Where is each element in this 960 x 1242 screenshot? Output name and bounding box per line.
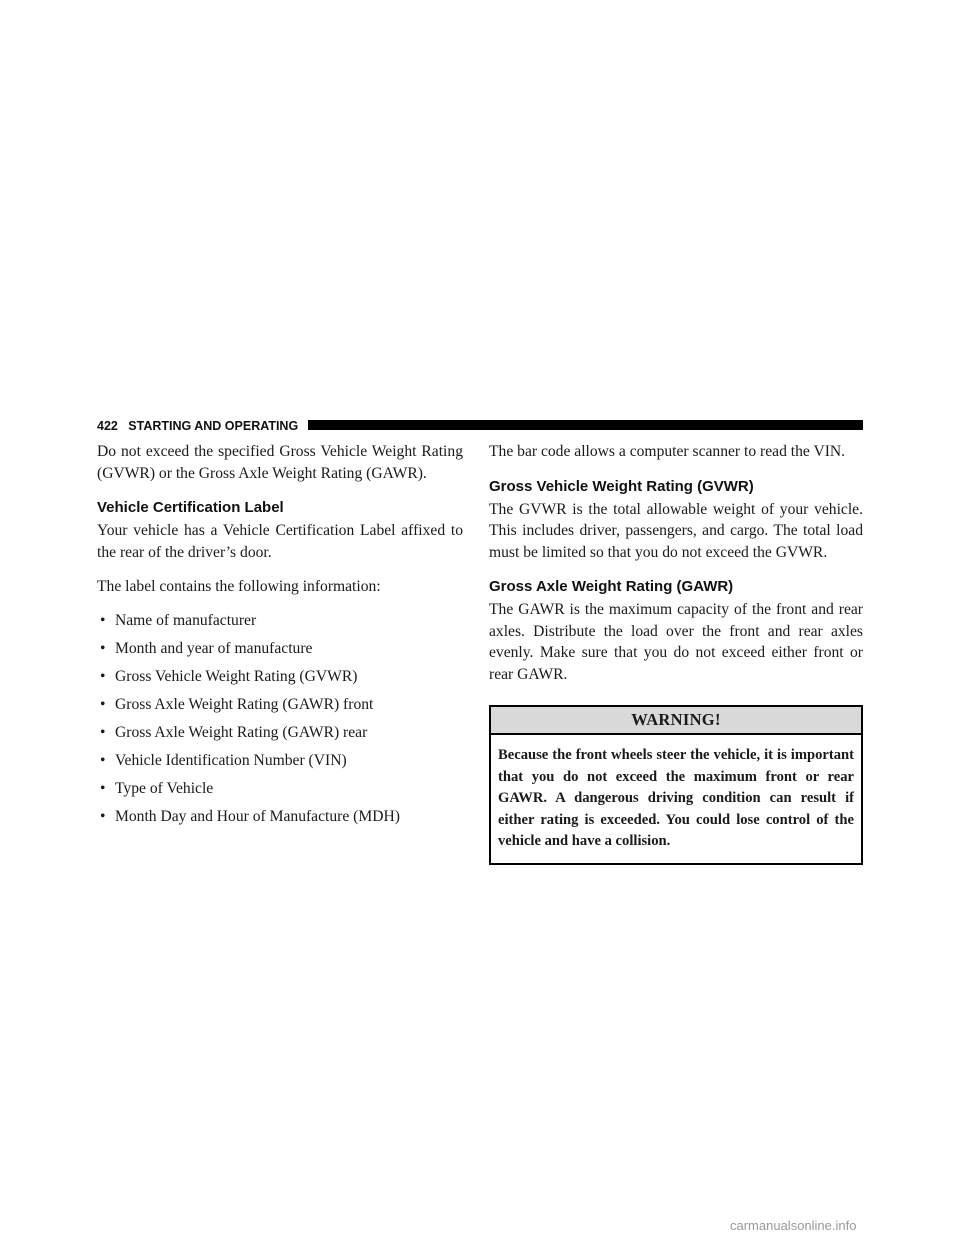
right-column xyxy=(489,441,863,865)
warning-title: WARNING! xyxy=(491,707,861,735)
list-item: • Month Day and Hour of Manufacture (MDH) xyxy=(97,806,463,828)
section-title: STARTING AND OPERATING xyxy=(128,419,299,433)
bullet-icon: • xyxy=(100,611,106,629)
intro-paragraph: Do not exceed the specified Gross Vehicle Weight Rating (GVWR) or the Gross Axle Weight Rating (GAWR). xyxy=(97,443,463,482)
bullet-icon: • xyxy=(100,695,106,713)
header-label xyxy=(97,418,308,434)
bullet-icon: • xyxy=(100,639,106,657)
gvwr-heading: Gross Vehicle Weight Rating (GVWR) xyxy=(489,477,754,495)
list-item: • Gross Axle Weight Rating (GAWR) front xyxy=(97,694,463,716)
bullet-icon: • xyxy=(100,779,106,797)
site-watermark: carmanualsonline.info xyxy=(730,1218,857,1233)
gawr-heading: Gross Axle Weight Rating (GAWR) xyxy=(489,578,734,595)
bullet-icon: • xyxy=(100,807,106,825)
list-item: • Vehicle Identification Number (VIN) xyxy=(97,750,463,772)
list-item: • Type of Vehicle xyxy=(97,778,463,800)
page-header xyxy=(97,418,863,434)
gawr-paragraph: The GAWR is the maximum capacity of the front and rear axles. Distribute the load over the front and rear axles evenly. Make sure that you do not exceed either front or rear GAWR. xyxy=(489,601,863,683)
certification-heading: Vehicle Certification Label xyxy=(97,499,284,516)
label-info-list xyxy=(97,610,463,828)
list-item: • Month and year of manufacture xyxy=(97,638,463,660)
certification-paragraph: Your vehicle has a Vehicle Certification Label affixed to the rear of the driver’s door. xyxy=(97,522,463,561)
label-intro-paragraph: The label contains the following information: xyxy=(97,578,381,595)
list-item: • Gross Axle Weight Rating (GAWR) rear xyxy=(97,722,463,744)
barcode-paragraph: The bar code allows a computer scanner to read the VIN. xyxy=(489,443,846,460)
warning-body: Because the front wheels steer the vehicle, it is important that you do not exceed the maximum front or rear GAWR. A dangerous driving condition can result if either rating is exceeded. You could lose control of the vehicle and have a collision. xyxy=(498,747,854,849)
bullet-icon: • xyxy=(100,667,106,685)
list-item: • Gross Vehicle Weight Rating (GVWR) xyxy=(97,666,463,688)
left-column xyxy=(97,441,463,834)
list-item: • Name of manufacturer xyxy=(97,610,463,632)
page-number: 422 xyxy=(97,419,118,433)
bullet-icon: • xyxy=(100,751,106,769)
warning-box xyxy=(489,705,863,865)
gvwr-paragraph: The GVWR is the total allowable weight of your vehicle. This includes driver, passengers, and cargo. The total load must be limited so that you do not exceed the GVWR. xyxy=(489,500,863,561)
bullet-icon: • xyxy=(100,723,106,741)
